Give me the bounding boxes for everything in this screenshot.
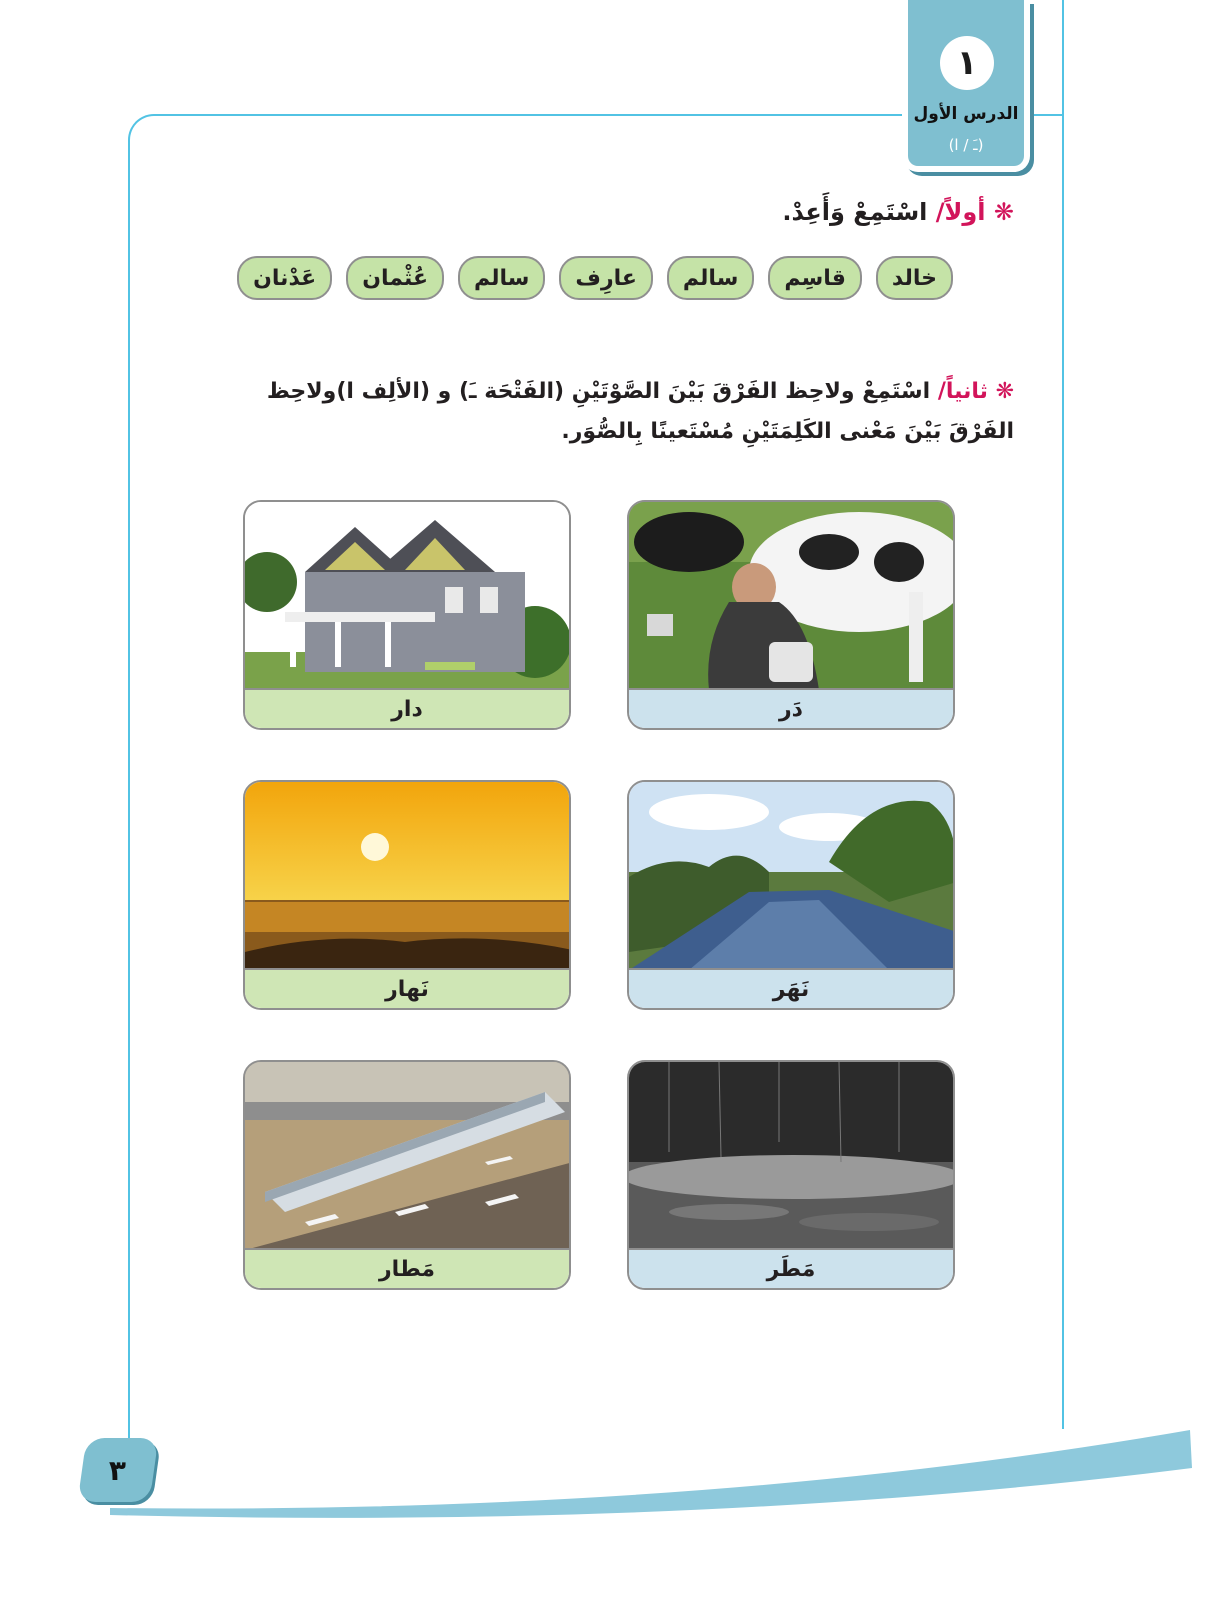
name-pill: عَدْنان — [237, 256, 332, 300]
sunset-image — [245, 782, 569, 970]
word-caption: مَطَر — [629, 1248, 953, 1288]
word-caption: دار — [245, 688, 569, 728]
lesson-number: ١ — [940, 36, 994, 90]
word-caption: نَهار — [245, 968, 569, 1008]
picture-card — [243, 780, 571, 1010]
name-pill: عُثْمان — [346, 256, 444, 300]
section-1-label: أولاً/ — [935, 198, 986, 226]
word-caption: نَهَر — [629, 968, 953, 1008]
name-pill: سالم — [667, 256, 754, 300]
name-pill: قاسِم — [768, 256, 862, 300]
picture-card — [627, 500, 955, 730]
bottom-swoosh — [0, 1390, 1214, 1540]
page-edge-line — [1062, 0, 1064, 114]
section-2-line-1: اسْتَمِعْ ولاحِظ الفَرْقَ بَيْنَ الصَّوْتَيْنِ (الفَتْحَة ـَ) و (الألِف ا)ولاحِظ — [266, 379, 931, 404]
section-2-label: ثانياً/ — [937, 379, 988, 404]
section-1-heading — [782, 198, 1014, 226]
picture-card — [243, 1060, 571, 1290]
asterisk-icon: ❋ — [995, 379, 1014, 404]
content-frame-right — [1062, 114, 1064, 1429]
rain-image — [629, 1062, 953, 1250]
section-1-text: اسْتَمِعْ وَأَعِدْ. — [782, 198, 928, 226]
cow-milking-image — [629, 502, 953, 690]
word-caption: دَر — [629, 688, 953, 728]
picture-card — [627, 780, 955, 1010]
lesson-tab — [902, 0, 1030, 172]
lesson-title: الدرس الأول — [913, 104, 1019, 124]
house-image — [245, 502, 569, 690]
section-2-line-2: الفَرْقَ بَيْنَ مَعْنى الكَلِمَتَيْنِ مُسْتَعينًا بِالصُّوَر. — [561, 419, 1014, 444]
airport-image — [245, 1062, 569, 1250]
name-pill: خالد — [876, 256, 953, 300]
section-2-heading — [154, 372, 1014, 452]
lesson-subtitle: (ـَ / ا) — [948, 136, 984, 154]
word-caption: مَطار — [245, 1248, 569, 1288]
name-pill: سالم — [458, 256, 545, 300]
page-number: ٣ — [109, 1453, 127, 1487]
names-row — [253, 256, 953, 306]
river-image — [629, 782, 953, 970]
page-number-badge — [78, 1438, 159, 1502]
picture-card — [627, 1060, 955, 1290]
asterisk-icon: ❋ — [993, 198, 1014, 226]
picture-card — [243, 500, 571, 730]
name-pill: عارِف — [559, 256, 653, 300]
